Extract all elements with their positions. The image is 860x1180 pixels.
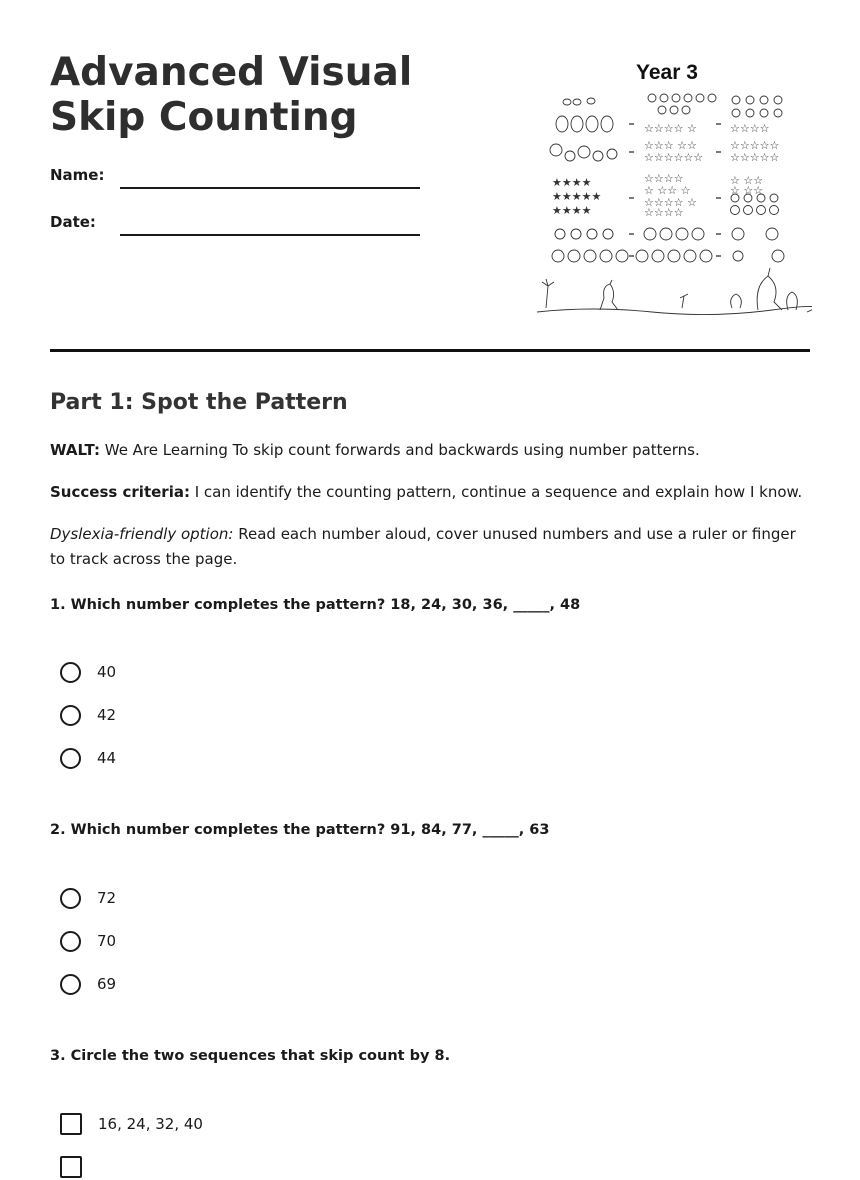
answer-option[interactable] — [60, 971, 116, 997]
svg-text:☆☆☆ ☆☆: ☆☆☆ ☆☆ — [644, 139, 697, 152]
option-label: 44 — [97, 749, 117, 767]
worksheet-title: Advanced Visual Skip Counting — [50, 50, 413, 140]
option-label: 42 — [97, 706, 117, 724]
svg-text:☆☆☆☆ ☆: ☆☆☆☆ ☆ — [644, 196, 697, 209]
walt-label: WALT: — [50, 441, 100, 459]
question-3: 3. Circle the two sequences that skip count by 8. — [50, 1048, 451, 1064]
dyslexia-label: Dyslexia-friendly option: — [50, 525, 234, 543]
radio-button[interactable] — [60, 931, 81, 952]
answer-option[interactable] — [60, 659, 116, 685]
svg-text:★★★★★: ★★★★★ — [552, 190, 602, 203]
checkbox[interactable] — [60, 1113, 82, 1135]
section-title: Part 1: Spot the Pattern — [50, 390, 348, 415]
option-label: 16, 24, 32, 40 — [98, 1115, 203, 1133]
leaf-group-icon — [556, 98, 613, 132]
name-input-line[interactable] — [120, 187, 420, 189]
success-text: I can identify the counting pattern, continue a sequence and explain how I know. — [189, 483, 803, 501]
svg-text:☆☆☆☆☆: ☆☆☆☆☆ — [730, 139, 780, 152]
walt-statement — [50, 438, 810, 463]
option-label: 72 — [97, 889, 117, 907]
flower-leaf-cluster-icon — [550, 144, 617, 161]
answer-option[interactable] — [60, 1154, 82, 1180]
question-2: 2. Which number completes the pattern? 91, 84, 77, _____, 63 — [50, 822, 550, 838]
date-label: Date: — [50, 213, 96, 231]
svg-text:☆☆☆☆: ☆☆☆☆ — [644, 206, 684, 219]
svg-text:★★★★: ★★★★ — [552, 204, 592, 217]
svg-text:☆☆☆☆: ☆☆☆☆ — [730, 122, 770, 135]
success-label: Success criteria: — [50, 483, 190, 501]
header-divider — [50, 349, 810, 352]
date-input-line[interactable] — [120, 234, 420, 236]
walt-text: We Are Learning To skip count forwards and backwards using number patterns. — [99, 441, 700, 459]
radio-button[interactable] — [60, 888, 81, 909]
checkbox[interactable] — [60, 1156, 82, 1178]
svg-text:☆ ☆☆: ☆ ☆☆ — [730, 174, 764, 187]
option-label: 40 — [97, 663, 117, 681]
answer-option[interactable] — [60, 702, 116, 728]
success-criteria — [50, 480, 810, 505]
svg-text:★★★★: ★★★★ — [552, 176, 592, 189]
kangaroo-scene-icon — [537, 268, 812, 315]
dyslexia-note — [50, 522, 810, 572]
answer-option[interactable] — [60, 928, 116, 954]
answer-option[interactable] — [60, 1111, 203, 1137]
svg-text:☆☆☆☆☆: ☆☆☆☆☆ — [730, 151, 780, 164]
option-label: 70 — [97, 932, 117, 950]
dyslexia-text: Read each number aloud, cover unused numbers and use a ruler or finger to track across the page. — [50, 525, 796, 568]
svg-text:☆☆☆☆: ☆☆☆☆ — [644, 172, 684, 185]
star-group-icon — [552, 122, 779, 219]
name-label: Name: — [50, 166, 105, 184]
radio-button[interactable] — [60, 748, 81, 769]
flower-group-icon — [648, 94, 782, 117]
radio-button[interactable] — [60, 974, 81, 995]
answer-option[interactable] — [60, 745, 116, 771]
svg-text:☆☆☆☆ ☆: ☆☆☆☆ ☆ — [644, 122, 697, 135]
radio-button[interactable] — [60, 705, 81, 726]
svg-text:☆ ☆☆ ☆: ☆ ☆☆ ☆ — [644, 184, 691, 197]
year-level-label: Year 3 — [636, 61, 698, 84]
answer-option[interactable] — [60, 885, 116, 911]
radio-button[interactable] — [60, 662, 81, 683]
skip-counting-illustration — [532, 86, 812, 326]
svg-text:☆ ☆☆: ☆ ☆☆ — [730, 184, 764, 197]
question-1: 1. Which number completes the pattern? 18, 24, 30, 36, _____, 48 — [50, 597, 581, 613]
svg-text:☆☆☆☆☆☆: ☆☆☆☆☆☆ — [644, 151, 704, 164]
option-label: 69 — [97, 975, 117, 993]
